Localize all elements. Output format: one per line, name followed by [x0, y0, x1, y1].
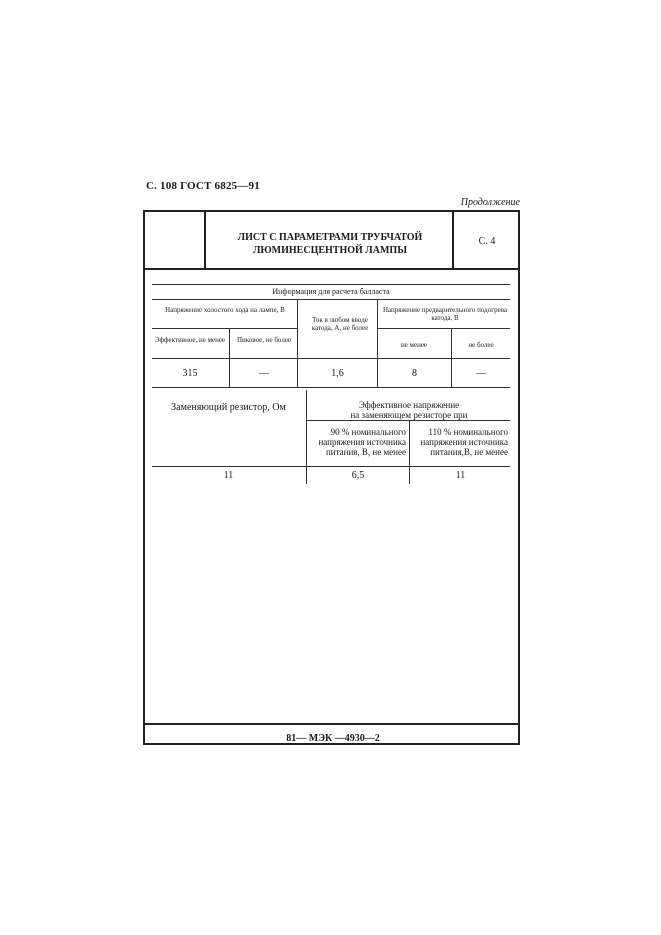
col-effective: Эффективное, не менее	[154, 336, 226, 344]
col-110-percent: 110 % номинального напряжения источника питания,В, не менее	[420, 427, 508, 457]
continuation-label: Продолжение	[460, 197, 520, 208]
page-header: С. 108 ГОСТ 6825—91	[146, 180, 260, 192]
col-effective-voltage-line1: Эффективное напряжение	[358, 400, 460, 410]
col-preheat-voltage: Напряжение предварительного подогрева катода, В	[382, 306, 508, 322]
cell-peak-value: —	[259, 368, 269, 379]
title-divider-right	[452, 212, 454, 269]
cell-110-value: 11	[455, 470, 466, 481]
sheet-title-line1: ЛИСТ С ПАРАМЕТРАМИ ТРУБЧАТОЙ	[237, 232, 423, 243]
col-preheat-max: не более	[468, 341, 494, 349]
resistor-vrule-2	[409, 421, 410, 484]
ballast-table-top-rule	[152, 284, 510, 285]
col-cathode-current: Ток в любом вводе катода, А, не более	[311, 316, 369, 332]
open-voltage-sub-rule	[152, 328, 297, 329]
sheet-number: С. 4	[478, 236, 496, 247]
footer-rule	[145, 723, 518, 725]
cell-current-value: 1,6	[331, 368, 344, 379]
cell-preheat-max-value: —	[476, 368, 486, 379]
resistor-header-bottom-rule	[152, 466, 510, 467]
ballast-vrule-1	[229, 329, 230, 387]
col-preheat-min: не менее	[400, 341, 428, 349]
resistor-vrule-1	[306, 390, 307, 484]
preheat-sub-rule	[378, 328, 510, 329]
col-effective-voltage	[308, 400, 510, 420]
cell-90-value: 6,5	[351, 470, 365, 481]
col-resistor: Заменяющий резистор, Ом	[171, 402, 286, 413]
cell-resistor-value: 11	[223, 470, 234, 481]
title-divider-left	[204, 212, 206, 269]
title-bottom-rule	[145, 268, 518, 270]
cell-effective-value: 315	[182, 368, 198, 379]
sheet-title	[208, 231, 452, 257]
sheet-title-line2: ЛЮМИНЕСЦЕНТНОЙ ЛАМПЫ	[252, 245, 408, 256]
ballast-header-bottom-rule	[152, 358, 510, 359]
col-90-percent: 90 % номинального напряжения источника питания, В, не менее	[318, 427, 406, 457]
col-peak: Пиковое, не более	[236, 336, 292, 344]
cell-preheat-min-value: 8	[412, 368, 417, 379]
ballast-table-caption: Информация для расчета балласта	[272, 287, 390, 296]
ballast-table-bottom-rule	[152, 387, 510, 388]
col-effective-voltage-line2: на заменяющем резисторе при	[350, 410, 468, 420]
ballast-caption-rule	[152, 299, 510, 300]
footer-ref: 81— МЭК —4930—2	[286, 733, 380, 744]
col-open-voltage: Напряжение холостого хода на лампе, В	[165, 306, 285, 314]
eff-voltage-sub-rule	[306, 420, 510, 421]
